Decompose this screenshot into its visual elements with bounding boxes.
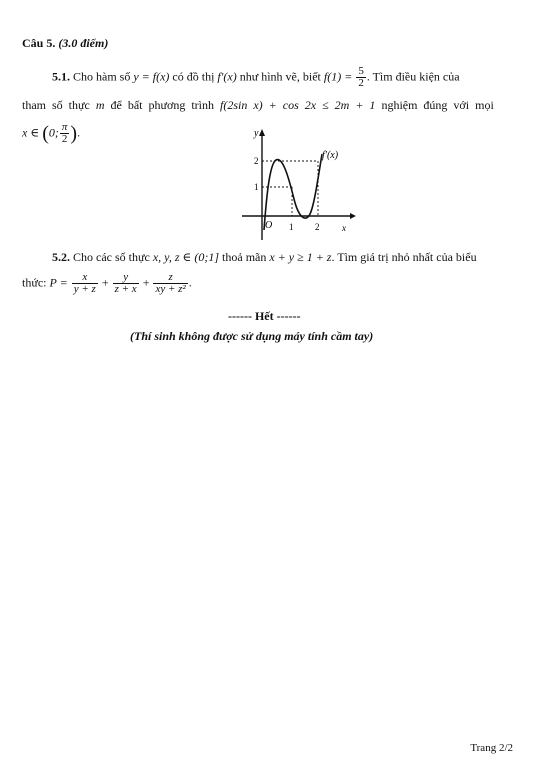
p51-m: m xyxy=(95,98,105,112)
p51-func: y = f(x) xyxy=(133,69,170,84)
question-points: (3.0 điểm) xyxy=(58,36,109,50)
x-axis-arrow xyxy=(350,213,356,219)
p52-frac1 xyxy=(72,272,98,295)
derivative-graph xyxy=(238,124,358,242)
p52-text3: . Tìm giá trị nhỏ nhất của biểu xyxy=(331,250,477,264)
p52-plus2: + xyxy=(142,275,150,290)
p51-paren-open: ( xyxy=(42,122,49,145)
p52-label: 5.2. xyxy=(52,250,70,264)
p51-two: 2 xyxy=(60,133,70,145)
p51-line2b: để bất phương trình xyxy=(110,98,214,112)
question-label: Câu 5. xyxy=(22,36,56,50)
p51-text3: như hình vẽ, biết xyxy=(239,69,321,84)
curve-label: f′(x) xyxy=(322,150,339,161)
y-tick-2: 2 xyxy=(254,156,259,166)
p52-dot: . xyxy=(188,275,192,290)
p52-cond: x + y ≥ 1 + z xyxy=(269,250,332,264)
y-tick-1: 1 xyxy=(254,182,259,192)
p51-pi: π xyxy=(61,121,68,133)
p51-x-in: x ∈ xyxy=(22,125,40,140)
p51-deriv: f′(x) xyxy=(217,69,237,84)
p52-f2n: y xyxy=(123,271,129,283)
p52-line2 xyxy=(22,272,192,295)
p52-f1n: x xyxy=(82,271,88,283)
p51-text4: . Tìm điều kiện của xyxy=(366,69,460,84)
p51-label: 5.1. xyxy=(52,69,70,84)
p51-num: 5 xyxy=(358,65,364,77)
y-axis-arrow xyxy=(259,129,265,136)
x-tick-2: 2 xyxy=(315,222,320,232)
p52-f2d: z + x xyxy=(114,283,137,295)
p52-line1 xyxy=(52,250,477,265)
question-title xyxy=(22,36,108,51)
p51-text2: có đồ thị xyxy=(172,69,215,84)
p51-pi-fraction xyxy=(60,122,70,145)
end-marker: ------ Hết ------ xyxy=(228,309,301,323)
p51-paren-close: ) xyxy=(70,122,78,145)
x-label: x xyxy=(342,223,346,233)
p51-interval-zero: 0; xyxy=(48,125,59,140)
exam-note: (Thí sinh không được sử dụng máy tính cầm tay) xyxy=(130,329,374,343)
p51-fraction xyxy=(356,66,366,89)
derivative-curve xyxy=(264,154,322,230)
p52-plus1: + xyxy=(101,275,109,290)
p52-text1: Cho các số thực xyxy=(73,250,150,264)
p51-line2a: tham số thực xyxy=(22,98,90,112)
origin-label: O xyxy=(265,220,273,231)
p51-den: 2 xyxy=(358,77,364,89)
p52-vars: x, y, z ∈ (0;1] xyxy=(152,250,220,264)
p52-text2: thoả mãn xyxy=(222,250,267,264)
p51-line2c: nghiệm đúng với mọi xyxy=(381,98,494,112)
p52-line2-label: thức: xyxy=(22,275,47,290)
p51-cond: f(1) = xyxy=(323,69,353,84)
page-number: Trang 2/2 xyxy=(470,742,513,754)
p52-frac3 xyxy=(153,272,187,295)
p52-f3n: z xyxy=(168,271,173,283)
p52-P: P = xyxy=(49,275,68,290)
x-tick-1: 1 xyxy=(289,222,294,232)
p51-text1: Cho hàm số xyxy=(73,69,131,84)
y-label: y xyxy=(254,128,259,139)
p51-ineq: f(2sin x) + cos 2x ≤ 2m + 1 xyxy=(220,98,376,112)
p52-f1d: y + z xyxy=(73,283,96,295)
p51-line3: x ∈ (0; $\frac{\pi}{2}$ ). xyxy=(22,121,81,145)
p52-f3d: xy + z² xyxy=(155,283,186,295)
p52-frac2 xyxy=(113,272,139,295)
p51-line2 xyxy=(22,98,494,113)
p51-line1 xyxy=(52,66,460,89)
